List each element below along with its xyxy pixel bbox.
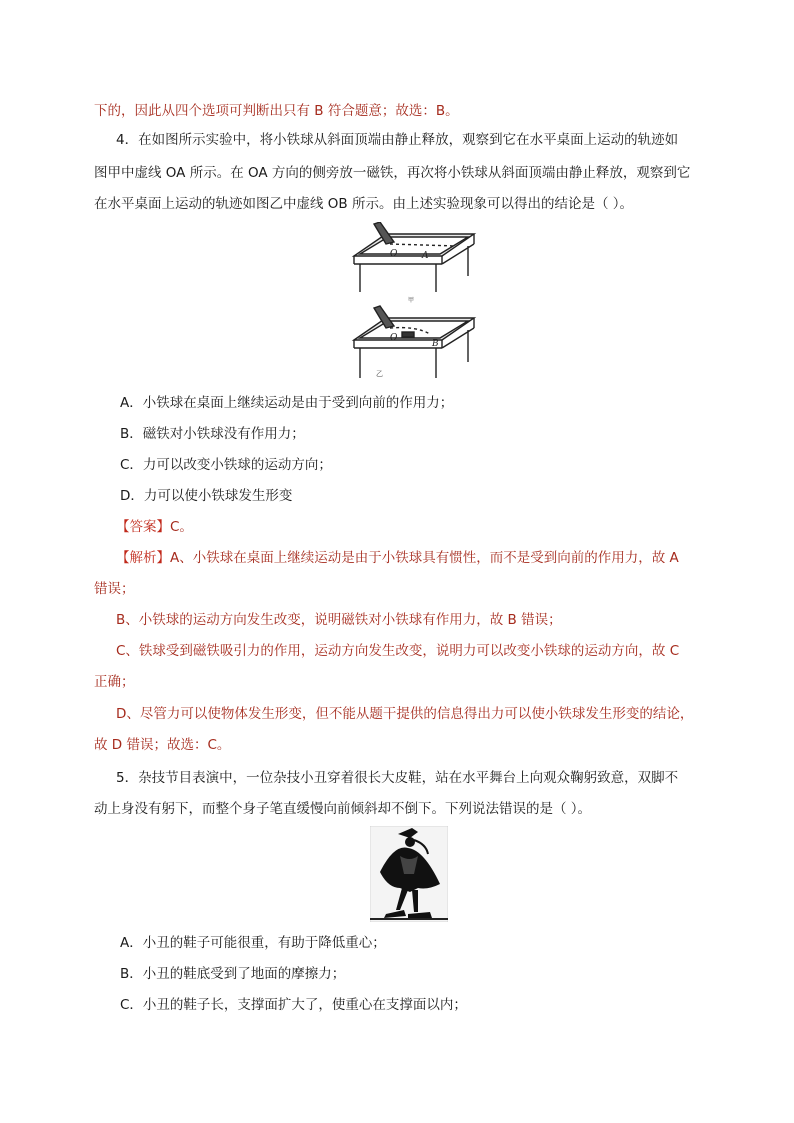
q5-option-a: A．小丑的鞋子可能很重，有助于降低重心；: [120, 935, 386, 951]
question-5-stem-line-1: 5．杂技节目表演中，一位杂技小丑穿着很长大皮鞋，站在水平舞台上向观众鞠躬致意，双脚不: [116, 770, 679, 786]
question-4-stem-line-2: 图甲中虚线 OA 所示。在 OA 方向的侧旁放一磁铁，再次将小铁球从斜面顶端由静止释放，观察到它: [94, 165, 691, 181]
analysis-line-4: C、铁球受到磁铁吸引力的作用，运动方向发生改变，说明力可以改变小铁球的运动方向，故 C: [116, 643, 680, 659]
figure-label-jia: 甲: [408, 297, 415, 304]
point-b-label: B: [432, 339, 439, 349]
analysis-line-1: [116, 548, 728, 568]
point-a-label: A: [422, 251, 429, 261]
question-5-stem-line-2: 动上身没有躬下，而整个身子笔直缓慢向前倾斜却不倒下。下列说法错误的是（ ）。: [94, 801, 592, 817]
analysis-line-7: 故 D 错误；故选：C。: [94, 737, 231, 753]
option-b: B．磁铁对小铁球没有作用力；: [120, 426, 305, 442]
point-o-label: O: [390, 249, 398, 259]
q5-option-c: C．小丑的鞋子长，支撑面扩大了，使重心在支撑面以内；: [120, 997, 467, 1013]
analysis-line-6: D、尽管力可以使物体发生形变，但不能从题干提供的信息得出力可以使小铁球发生形变的结论，: [116, 706, 694, 722]
analysis-line-2: 错误；: [94, 581, 135, 597]
answer-tag: 【答案】: [116, 519, 170, 535]
option-c: C．力可以改变小铁球的运动方向；: [120, 457, 332, 473]
option-d: D．力可以使小铁球发生形变: [120, 488, 293, 504]
option-a: A．小铁球在桌面上继续运动是由于受到向前的作用力；: [120, 395, 454, 411]
analysis-line-5: 正确；: [94, 674, 135, 690]
answer-text: C。: [170, 519, 193, 535]
question-4-stem-line-1: 4．在如图所示实验中，将小铁球从斜面顶端由静止释放，观察到它在水平桌面上运动的轨迹如: [116, 132, 679, 148]
figure-label-yi: 乙: [376, 370, 383, 378]
analysis-text: A、小铁球在桌面上继续运动是由于小铁球具有惯性，而不是受到向前的作用力，故 A: [170, 550, 679, 566]
q5-option-b: B．小丑的鞋底受到了地面的摩擦力；: [120, 966, 346, 982]
analysis-tag: 【解析】: [116, 550, 170, 566]
question-4-stem-line-3: 在水平桌面上运动的轨迹如图乙中虚线 OB 所示。由上述实验现象可以得出的结论是（ ）。: [94, 196, 634, 212]
experiment-figure: [346, 222, 482, 382]
analysis-line-3: B、小铁球的运动方向发生改变，说明磁铁对小铁球有作用力，故 B 错误；: [116, 612, 562, 628]
clown-figure: [370, 826, 448, 922]
answer-line: [116, 517, 728, 537]
text-line: 下的，因此从四个选项可判断出只有 B 符合题意；故选：B。: [94, 103, 459, 119]
point-o-label-2: O: [390, 333, 398, 343]
